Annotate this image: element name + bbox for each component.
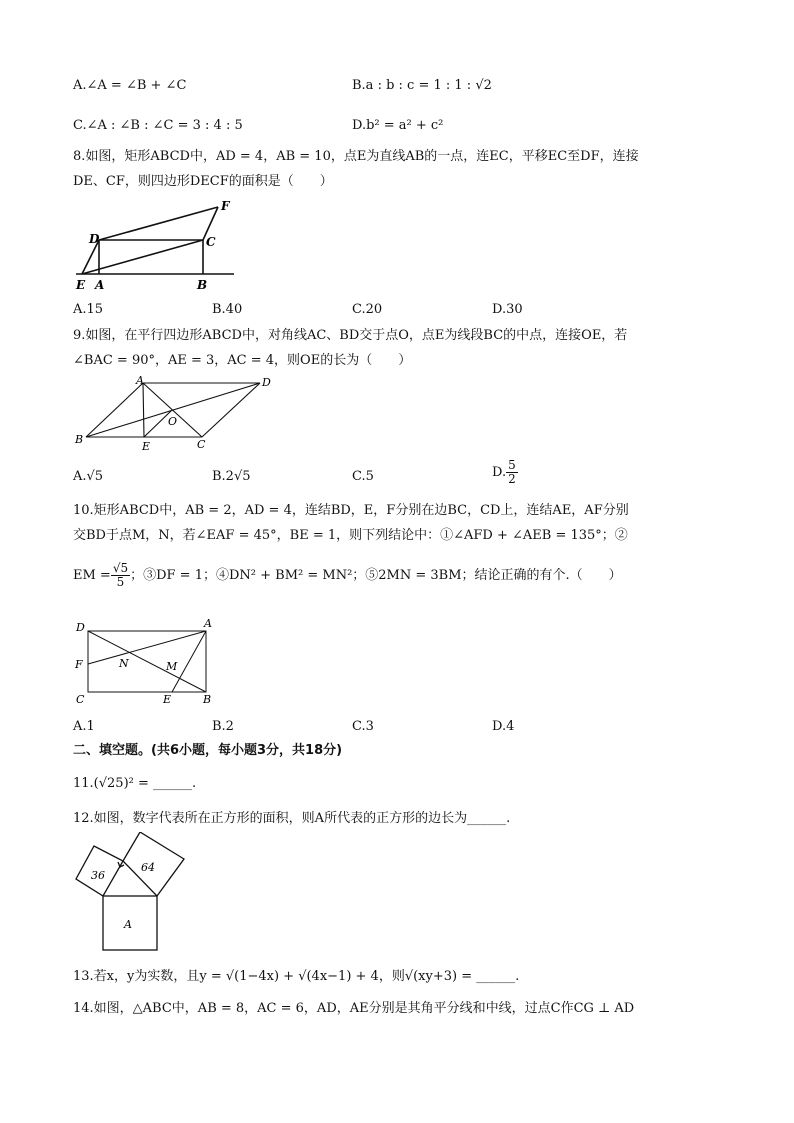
q9-option-d-fraction — [506, 459, 518, 486]
q10-line3-rest: ；③DF = 1；④DN² + BM² = MN²；⑤2MN = 3BM；结论正确的有个.（ ） — [130, 568, 622, 583]
q7-option-b: B.a : b : c = 1 : 1 : √2 — [352, 78, 492, 93]
q10-label-f: F — [75, 658, 83, 671]
q9-label-o: O — [168, 415, 178, 428]
q9-option-d-numerator: 5 — [508, 458, 516, 472]
q9-label-e: E — [142, 440, 151, 453]
q12-text: 12.如图，数字代表所在正方形的面积，则A所代表的正方形的边长为______. — [73, 811, 511, 826]
q9-option-d-prefix: D. — [492, 465, 507, 480]
q10-figure — [72, 616, 222, 708]
section2-heading: 二、填空题。(共6小题，每小题3分，共18分) — [73, 743, 343, 758]
q10-option-c: C.3 — [352, 719, 374, 734]
q10-em-denominator: 5 — [116, 575, 125, 589]
q10-option-b: B.2 — [212, 719, 234, 734]
q10-label-e: E — [163, 693, 172, 706]
q10-label-m: M — [166, 660, 178, 673]
q9-option-d-denominator: 2 — [508, 472, 516, 486]
q7-option-c: C.∠A : ∠B : ∠C = 3 : 4 : 5 — [73, 118, 243, 133]
q9-label-c: C — [197, 438, 206, 451]
q7-option-a: A.∠A = ∠B + ∠C — [73, 78, 187, 93]
q10-em-fraction — [111, 562, 130, 589]
q8-option-d: D.30 — [492, 302, 523, 317]
q9-figure — [72, 374, 282, 456]
q12-label-36: 36 — [91, 869, 105, 882]
q8-label-f: F — [221, 199, 230, 213]
q10-label-n: N — [119, 657, 129, 670]
q10-em-prefix: EM = — [73, 568, 111, 583]
q10-label-b: B — [203, 693, 212, 706]
q8-label-d: D — [89, 232, 100, 246]
q8-label-c: C — [206, 235, 216, 249]
q8-label-a: A — [95, 278, 105, 292]
q9-option-a: A.√5 — [73, 469, 104, 484]
q9-option-d — [492, 459, 518, 486]
q10-option-a: A.1 — [73, 719, 95, 734]
q10-label-c: C — [76, 693, 85, 706]
q10-em-numerator: √5 — [112, 561, 129, 575]
q10-text-line1: 10.矩形ABCD中，AB = 2，AD = 4，连结BD，E，F分别在边BC，CD上，连结AE，AF分别 — [73, 503, 629, 518]
q10-label-a: A — [204, 617, 212, 630]
q8-option-a: A.15 — [73, 302, 104, 317]
q8-label-e: E — [76, 278, 86, 292]
q8-figure — [70, 198, 240, 293]
q13-text: 13.若x，y为实数，且y = √(1−4x) + √(4x−1) + 4，则√(xy+3) = ______. — [73, 969, 520, 984]
q8-text-line1: 8.如图，矩形ABCD中，AD = 4，AB = 10，点E为直线AB的一点，连EC，平移EC至DF，连接 — [73, 149, 639, 164]
q8-label-b: B — [197, 278, 208, 292]
q7-option-d: D.b² = a² + c² — [352, 118, 444, 133]
q10-option-d: D.4 — [492, 719, 515, 734]
q9-label-b: B — [75, 433, 84, 446]
q10-text-line3 — [73, 562, 622, 589]
q10-text-line2: 交BD于点M，N，若∠EAF = 45°，BE = 1，则下列结论中：①∠AFD + ∠AEB = 135°；② — [73, 528, 628, 543]
q12-label-64: 64 — [141, 861, 155, 874]
q9-text-line2: ∠BAC = 90°，AE = 3，AC = 4，则OE的长为（ ） — [73, 353, 412, 368]
q9-text-line1: 9.如图，在平行四边形ABCD中，对角线AC、BD交于点O，点E为线段BC的中点，连接OE，若 — [73, 328, 628, 343]
q9-option-c: C.5 — [352, 469, 374, 484]
q11-text: 11.(√25)² = ______. — [73, 776, 197, 791]
q9-label-d: D — [262, 376, 271, 389]
q8-option-b: B.40 — [212, 302, 243, 317]
q9-option-b: B.2√5 — [212, 469, 251, 484]
q12-label-a: A — [124, 918, 132, 931]
q8-option-c: C.20 — [352, 302, 383, 317]
q10-label-d: D — [76, 621, 85, 634]
q14-text: 14.如图，△ABC中，AB = 8，AC = 6，AD，AE分别是其角平分线和中线，过点C作CG ⊥ AD — [73, 1001, 635, 1016]
q8-text-line2: DE、CF，则四边形DECF的面积是（ ） — [73, 174, 333, 189]
q9-label-a: A — [136, 374, 144, 387]
q12-figure — [72, 832, 196, 956]
